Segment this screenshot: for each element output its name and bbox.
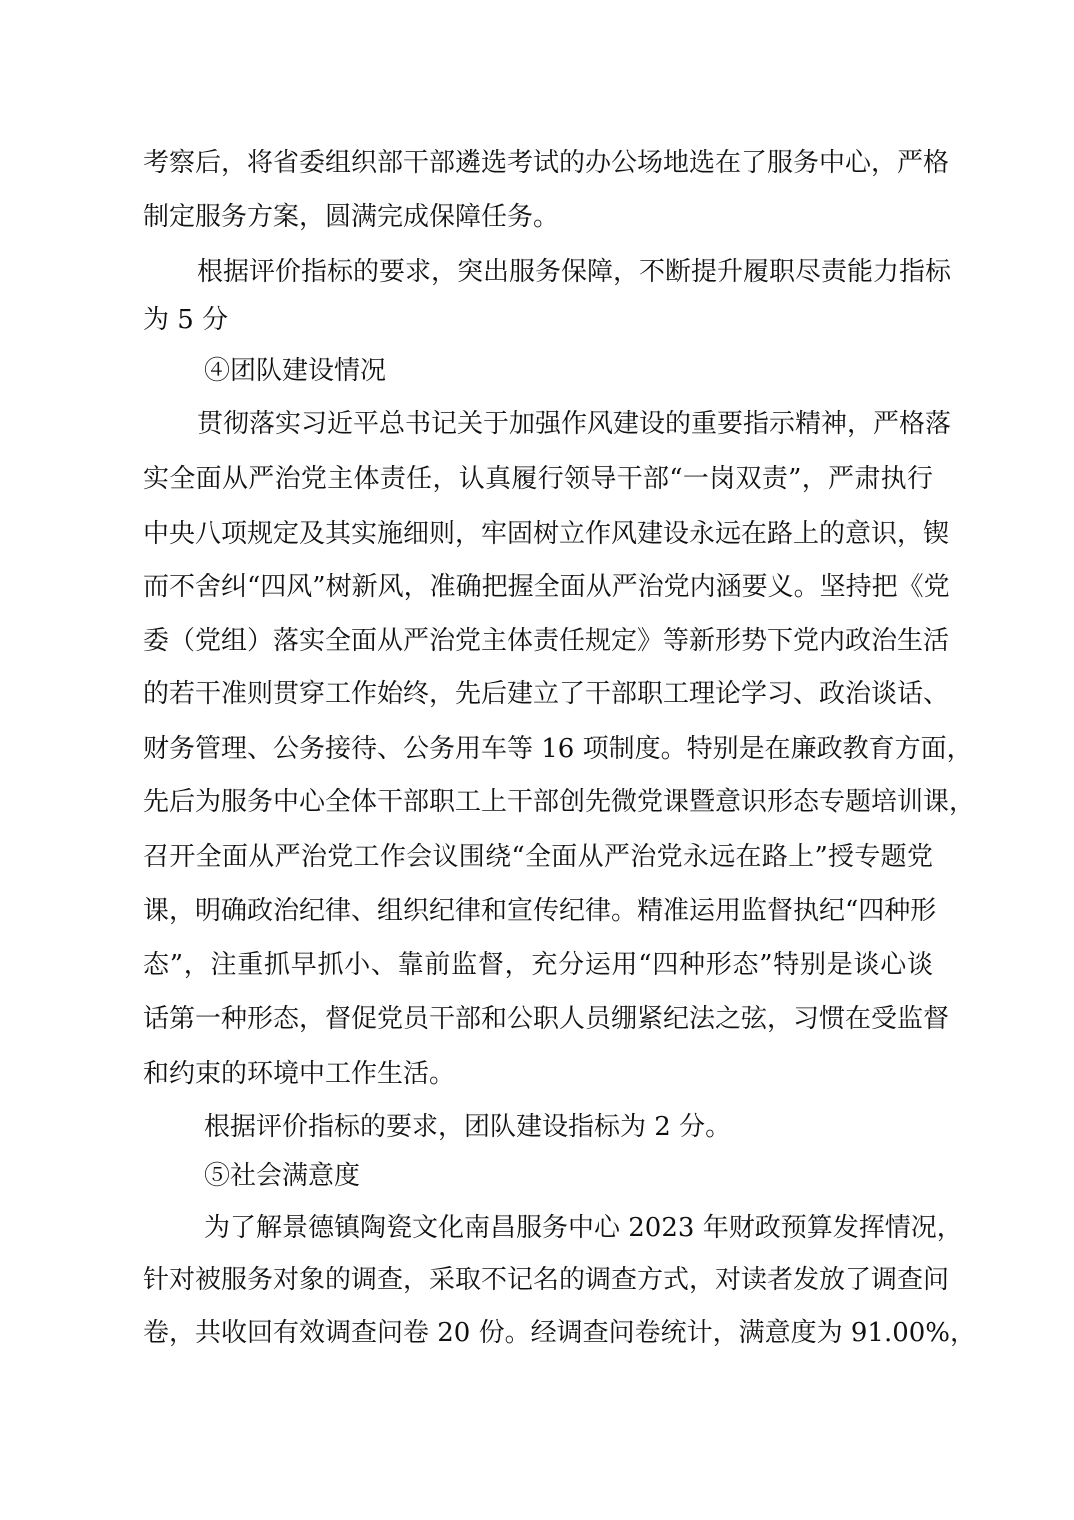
text-line: 先后为服务中心全体干部职工上干部创先微党课暨意识形态专题培训课， — [143, 787, 976, 817]
text-line: 的若干准则贯穿工作始终，先后建立了干部职工理论学习、政治谈话、 — [143, 679, 950, 709]
text-line: 而不舍纠“四风”树新风，准确把握全面从严治党内涵要义。坚持把《党 — [143, 572, 950, 602]
text-line: 制定服务方案，圆满完成保障任务。 — [143, 202, 560, 232]
text-line: 根据评价指标的要求，突出服务保障，不断提升履职尽责能力指标 — [197, 257, 952, 287]
text-line: 根据评价指标的要求，团队建设指标为 2 分。 — [204, 1112, 732, 1142]
text-line: 实全面从严治党主体责任，认真履行领导干部“一岗双责”，严肃执行 — [143, 464, 933, 494]
text-line: 和约束的环境中工作生活。 — [143, 1059, 456, 1089]
text-line: 课，明确政治纪律、组织纪律和宣传纪律。精准运用监督执纪“四种形 — [143, 896, 937, 926]
text-line: 召开全面从严治党工作会议围绕“全面从严治党永远在路上”授专题党 — [143, 842, 933, 872]
text-line: 卷，共收回有效调查问卷 20 份。经调查问卷统计，满意度为 91.00%， — [143, 1318, 977, 1348]
text-line: 为了解景德镇陶瓷文化南昌服务中心 2023 年财政预算发挥情况， — [204, 1213, 963, 1243]
text-line: 考察后，将省委组织部干部遴选考试的办公场地选在了服务中心，严格 — [143, 148, 950, 178]
section-heading: ⑤社会满意度 — [204, 1161, 361, 1191]
text-line: 贯彻落实习近平总书记关于加强作风建设的重要指示精神，严格落 — [197, 409, 952, 439]
text-line: 为 5 分 — [143, 305, 229, 335]
text-line: 委（党组）落实全面从严治党主体责任规定》等新形势下党内政治生活 — [143, 626, 950, 656]
text-line: 财务管理、公务接待、公务用车等 16 项制度。特别是在廉政教育方面， — [143, 734, 973, 764]
text-line: 态”，注重抓早抓小、靠前监督，充分运用“四种形态”特别是谈心谈 — [143, 950, 933, 980]
text-line: 针对被服务对象的调查，采取不记名的调查方式，对读者发放了调查问 — [143, 1265, 950, 1295]
text-line: 中央八项规定及其实施细则，牢固树立作风建设永远在路上的意识，锲 — [143, 519, 950, 549]
text-line: 话第一种形态，督促党员干部和公职人员绷紧纪法之弦，习惯在受监督 — [143, 1004, 950, 1034]
section-heading: ④团队建设情况 — [204, 356, 387, 386]
